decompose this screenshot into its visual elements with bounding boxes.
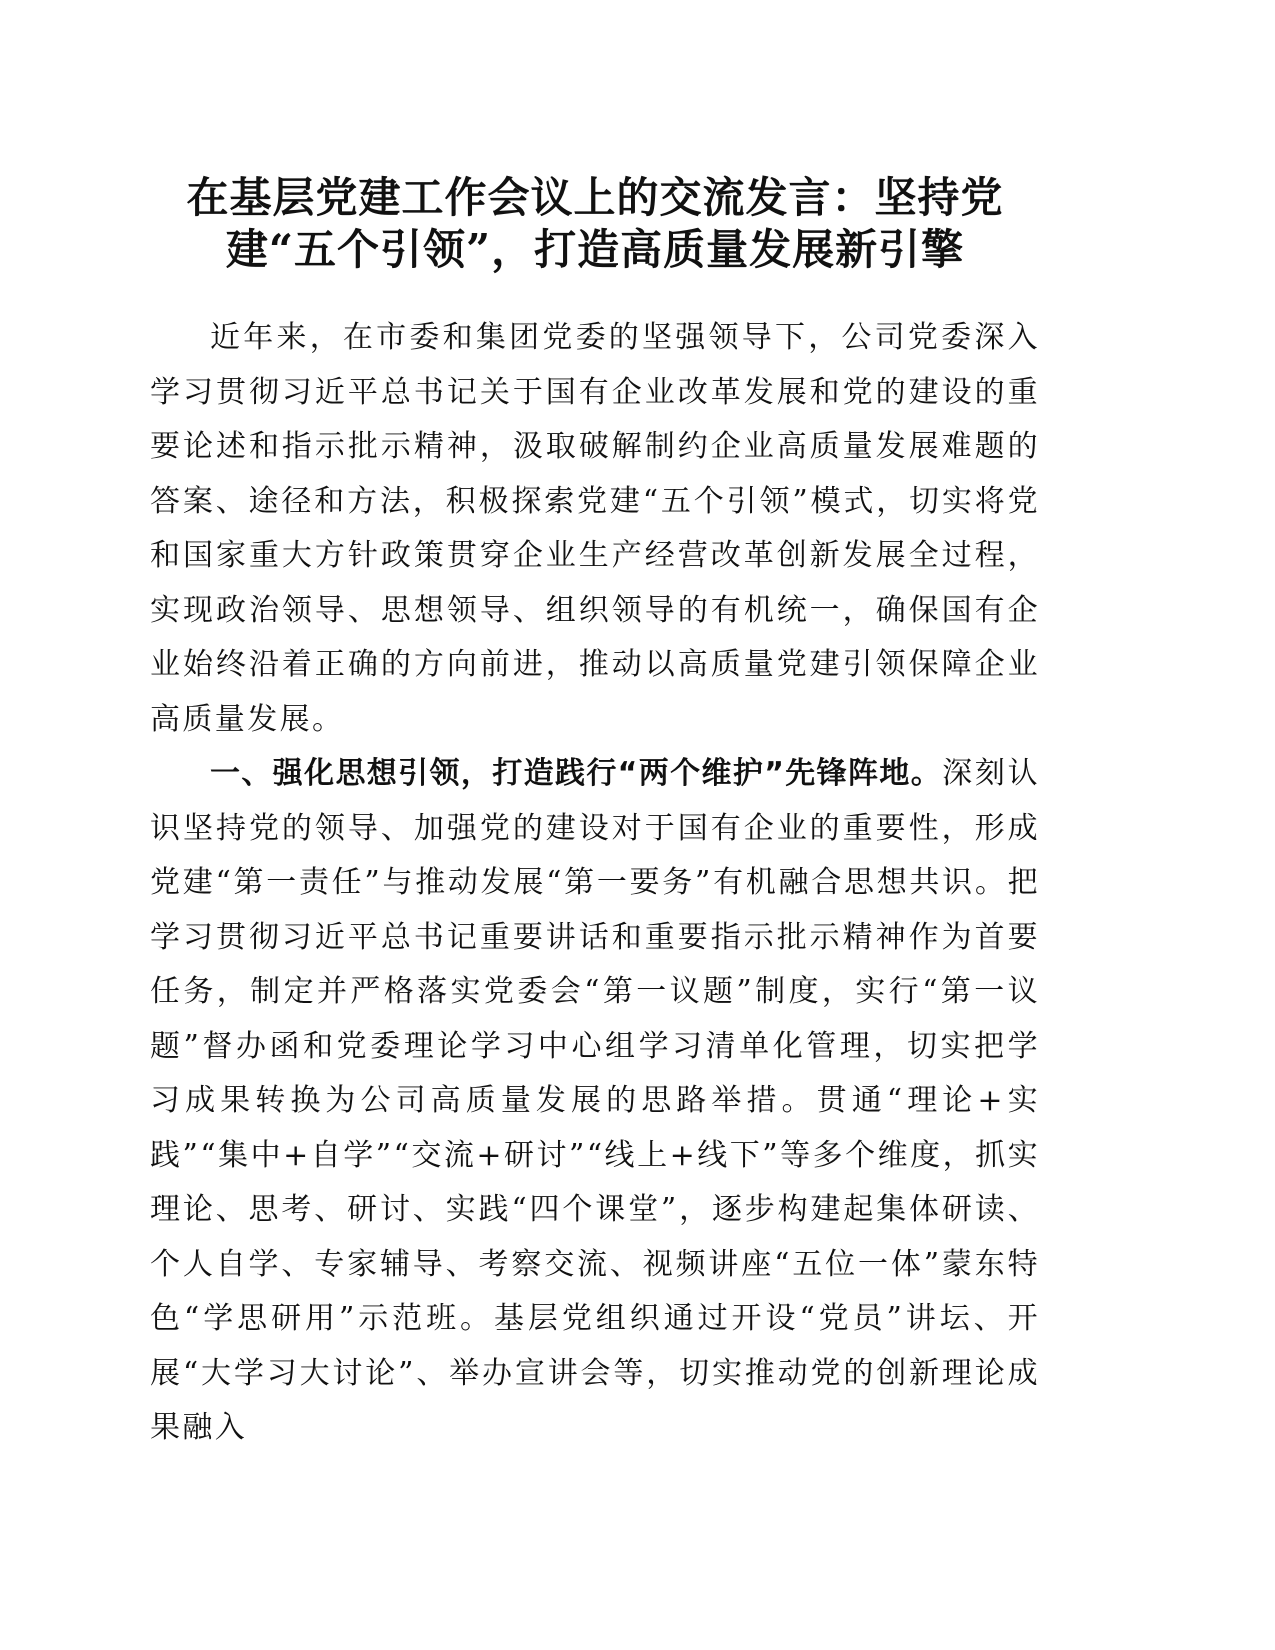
document-page	[150, 172, 1040, 1456]
section-one-paragraph	[150, 747, 1040, 1456]
title-line-2: 建“五个引领”，打造高质量发展新引擎	[225, 225, 965, 274]
section-one-text: 深刻认识坚持党的领导、加强党的建设对于国有企业的重要性，形成党建“第一责任”与推动发展“第一要务”有机融合思想共识。把学习贯彻习近平总书记重要讲话和重要指示批示精神作为首要任务，制定并严格落实党委会“第一议题”制度，实行“第一议题”督办函和党委理论学习中心组学习清单化管理，切实把学习成果转换为公司高质量发展的思路举措。贯通“理论+实践”“集中+自学”“交流+研讨”“线上+线下”等多个维度，抓实理论、思考、研讨、实践“四个课堂”，逐步构建起集体研读、个人自学、专家辅导、考察交流、视频讲座“五位一体”蒙东特色“学思研用”示范班。基层党组织通过开设“党员”讲坛、开展“大学习大讨论”、举办宣讲会等，切实推动党的创新理论成果融入	[150, 756, 1040, 1445]
section-one-heading: 一、强化思想引领，打造践行“两个维护”先锋阵地。	[210, 756, 943, 791]
document-body	[150, 311, 1040, 1456]
intro-paragraph-text: 近年来，在市委和集团党委的坚强领导下，公司党委深入学习贯彻习近平总书记关于国有企业改革发展和党的建设的重要论述和指示批示精神，汲取破解制约企业高质量发展难题的答案、途径和方法，积极探索党建“五个引领”模式，切实将党和国家重大方针政策贯穿企业生产经营改革创新发展全过程，实现政治领导、思想领导、组织领导的有机统一，确保国有企业始终沿着正确的方向前进，推动以高质量党建引领保障企业高质量发展。	[150, 320, 1040, 737]
intro-paragraph	[150, 311, 1040, 747]
document-title	[150, 172, 1040, 276]
title-line-1: 在基层党建工作会议上的交流发言：坚持党	[186, 173, 1004, 222]
